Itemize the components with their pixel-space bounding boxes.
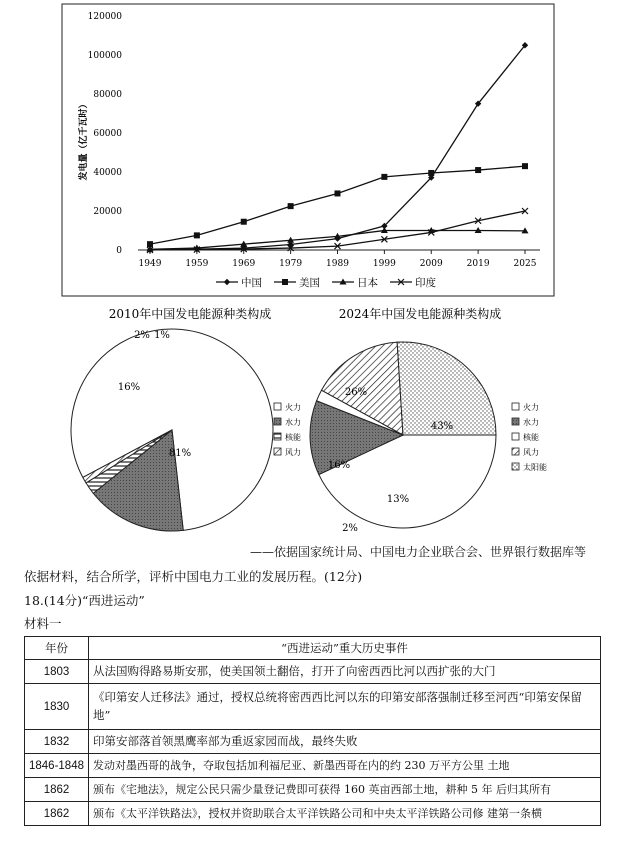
y-tick-label: 100000: [87, 51, 122, 61]
legend-label: 火力: [285, 403, 301, 412]
y-tick-label: 120000: [87, 12, 122, 22]
table-row: [25, 802, 601, 826]
table-header-year: 年份: [25, 637, 89, 660]
legend-swatch: [512, 463, 519, 470]
x-tick-label: 1969: [232, 259, 256, 269]
y-tick-label: 40000: [93, 168, 122, 178]
table-row: [25, 778, 601, 802]
row-event: 颁布《宅地法》，规定公民只需少量登记费即可获得 160 英亩西部土地，耕种 5 年 后归其所有: [89, 778, 601, 802]
legend-label: 水力: [523, 418, 539, 427]
x-tick-label: 1959: [185, 259, 209, 269]
line-chart-frame: [62, 4, 554, 296]
legend-label: 水力: [285, 418, 301, 427]
row-year: 1862: [25, 802, 89, 826]
legend-label: 核能: [285, 433, 301, 442]
legend-label: 火力: [523, 403, 539, 412]
table-header-event: “西进运动”重大历史事件: [89, 637, 601, 660]
y-tick-label: 0: [116, 246, 122, 256]
row-event: 印第安部落首领黑鹰率部为重返家园而战，最终失败: [89, 730, 601, 754]
legend-label: 风力: [285, 448, 301, 457]
pie-value-label: 2%: [342, 523, 358, 534]
data-point: [381, 174, 387, 180]
x-tick-label: 1979: [279, 259, 303, 269]
row-event: 《印第安人迁移法》通过，授权总统将密西西比河以东的印第安部落强制迁移至河西“印第安保留地”: [89, 684, 601, 730]
question-17: 依据材料，结合所学，评析中国电力工业的发展历程。(12分): [24, 569, 363, 584]
pie-left-title: 2010年中国发电能源种类构成: [108, 307, 272, 321]
row-year: 1832: [25, 730, 89, 754]
pie-right-title: 2024年中国发电能源种类构成: [338, 307, 502, 321]
data-point: [428, 170, 434, 176]
pie-value-label: 16%: [327, 460, 351, 471]
row-year: 1862: [25, 778, 89, 802]
legend-swatch: [274, 433, 281, 440]
legend-label: 印度: [415, 277, 436, 289]
legend-swatch: [512, 403, 519, 410]
x-tick-label: 2009: [419, 259, 443, 269]
data-point: [475, 167, 481, 173]
table-row: [25, 684, 601, 730]
data-point: [194, 232, 200, 238]
x-tick-label: 1989: [326, 259, 349, 269]
legend-swatch: [512, 448, 519, 455]
question-18-heading: 18.(14分)“西进运动”: [24, 593, 145, 608]
data-point: [522, 163, 528, 169]
pie-right: [310, 342, 547, 534]
pie-value-label: 26%: [344, 387, 368, 398]
pie-value-label: 16%: [117, 382, 141, 393]
legend-label: 日本: [357, 277, 378, 289]
row-year: 1830: [25, 684, 89, 730]
legend-swatch: [512, 418, 519, 425]
material-label: 材料一: [24, 616, 62, 631]
table-row: [25, 730, 601, 754]
source-note: ——依据国家统计局、中国电力企业联合会、世界银行数据库等: [250, 545, 587, 559]
legend-label: 核能: [523, 433, 539, 442]
pie-value-label: 43%: [430, 421, 454, 432]
pie-left: [71, 329, 301, 531]
pie-value-label: 81%: [168, 448, 192, 459]
history-table: [24, 636, 601, 826]
y-tick-label: 20000: [93, 207, 122, 217]
pie-value-label: 13%: [386, 494, 410, 505]
y-tick-label: 80000: [93, 90, 122, 100]
pie-value-label: 2%: [134, 330, 150, 341]
y-tick-label: 60000: [93, 129, 122, 139]
y-axis-label: 发电量（亿千瓦时）: [79, 99, 89, 181]
row-event: 从法国购得路易斯安那，使美国领土翻倍，打开了向密西西比河以西扩张的大门: [89, 660, 601, 684]
legend-swatch: [274, 448, 281, 455]
table-header-row: [25, 637, 601, 660]
legend-label: 太阳能: [523, 463, 547, 472]
legend-swatch: [274, 403, 281, 410]
table-row: [25, 660, 601, 684]
x-tick-label: 1999: [372, 259, 396, 269]
x-tick-label: 2019: [466, 259, 490, 269]
row-year: 1803: [25, 660, 89, 684]
row-year: 1846-1848: [25, 754, 89, 778]
legend-swatch: [512, 433, 519, 440]
data-point: [335, 190, 341, 196]
data-point: [241, 219, 247, 225]
x-tick-label: 1949: [138, 259, 162, 269]
legend-label: 风力: [523, 448, 539, 457]
legend-label: 美国: [299, 277, 320, 289]
legend-label: 中国: [241, 277, 262, 289]
row-event: 颁布《太平洋铁路法》，授权并资助联合太平洋铁路公司和中央太平洋铁路公司修 建第一条横: [89, 802, 601, 826]
legend-swatch: [274, 418, 281, 425]
data-point: [282, 279, 288, 285]
row-event: 发动对墨西哥的战争，夺取包括加利福尼亚、新墨西哥在内的约 230 万平方公里 土地: [89, 754, 601, 778]
x-tick-label: 2025: [513, 259, 537, 269]
pie-value-label: 1%: [154, 330, 170, 341]
data-point: [288, 203, 294, 209]
table-row: [25, 754, 601, 778]
